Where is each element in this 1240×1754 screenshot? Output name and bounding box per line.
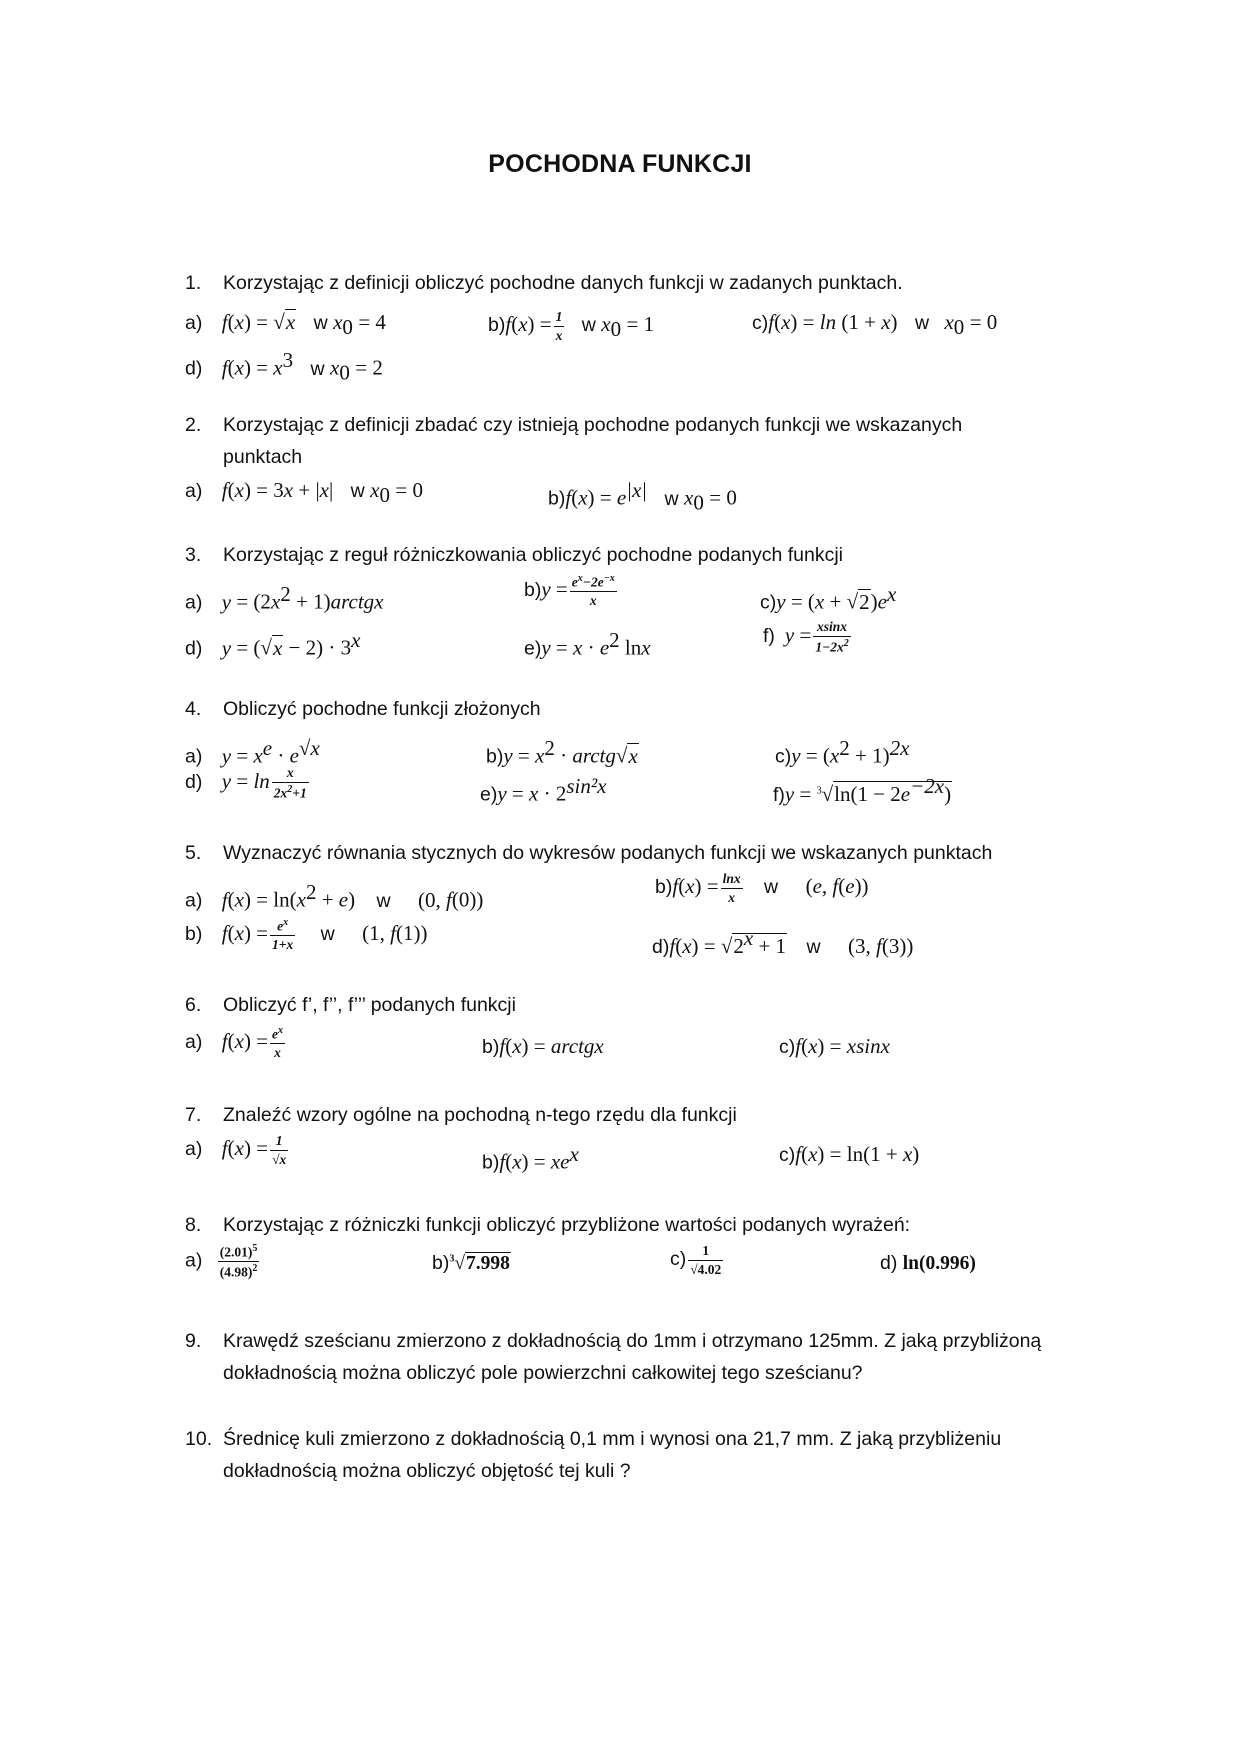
problem-1	[185, 272, 201, 295]
item-label: b)	[482, 1151, 500, 1174]
problem-number: 1.	[185, 272, 202, 294]
problem-6: 6.	[185, 994, 202, 1016]
item-label: f)	[763, 624, 775, 647]
problem-10-text: Średnicę kuli zmierzono z dokładnością 0,1 mm i wynosi ona 21,7 mm. Z jaką przybliżeniu	[223, 1428, 1002, 1450]
item-3b: b)y = $\frac{e^x-2e^{-x}}{x}$	[524, 573, 615, 608]
item-3d: d) $y = (√x - 2) \cdot 3^x$	[185, 628, 361, 660]
item-label: d)	[880, 1252, 898, 1274]
item-label: d)	[185, 637, 203, 660]
item-label: b)	[432, 1252, 450, 1274]
item-1b: b)f(x) = $\frac{1}{x}$ w $x_0 = 1$	[488, 309, 655, 343]
item-2b: $b)f(x) = e^{|x|}$ w $x_0 = 0$	[548, 478, 737, 515]
item-6c: c)f(x) = xsinx	[779, 1034, 890, 1058]
item-4e: $e)y = x \cdot 2^{sin^2x}$	[480, 774, 607, 806]
item-label: c)	[779, 1144, 796, 1166]
item-label: e)	[524, 637, 542, 660]
problem-4: 4.	[185, 698, 202, 720]
problem-8: 8.	[185, 1214, 202, 1236]
item-label: b)	[482, 1036, 500, 1058]
item-4a: a) $y = x^e \cdot e^{√x}$	[185, 736, 320, 768]
problem-5: 5.	[185, 842, 202, 864]
item-label: b)	[548, 487, 566, 510]
problem-8-text: Korzystając z różniczki funkcji obliczyć przybliżone wartości podanych wyrażeń:	[223, 1214, 911, 1236]
item-label: b)	[185, 922, 203, 945]
item-7c: c)f(x) = ln(1 + x)	[779, 1142, 920, 1166]
item-label: a)	[185, 1138, 203, 1161]
item-label: a)	[185, 745, 203, 768]
problem-10-text-cont: dokładnością można obliczyć objętość tej kuli ?	[223, 1460, 631, 1482]
item-3a: a) $y = (2x^2$ + 1)arctgx	[185, 582, 384, 614]
item-8c: c) $\frac{1}{√4.02}$	[670, 1243, 722, 1277]
item-1d: d) $f(x) = x^3$ w $x_0 = 2$	[185, 348, 383, 385]
problem-7: 7.	[185, 1104, 202, 1126]
item-label: c)	[779, 1036, 796, 1058]
problem-4-text: Obliczyć pochodne funkcji złożonych	[223, 698, 541, 720]
item-label: f)	[773, 784, 785, 806]
page-title: POCHODNA FUNKCJI	[488, 150, 752, 178]
problem-6-text: Obliczyć f’, f’’, f’’’ podanych funkcji	[223, 994, 516, 1016]
problem-9-text: Krawędź sześcianu zmierzono z dokładnością do 1mm i otrzymano 125mm. Z jaką przybliżoną	[223, 1330, 1042, 1352]
item-label: b)	[486, 745, 504, 768]
item-5b: b)f(x) = $\frac{\ln x}{x}$ w (e, f(e))	[655, 871, 869, 905]
item-label: b)	[655, 876, 673, 899]
item-8a: a) $\frac{(2.01)^5}{(4.98)^2}$	[185, 1243, 258, 1280]
item-8b: b)$^3$√7.998	[432, 1252, 510, 1274]
problem-3: 3.	[185, 544, 202, 566]
item-6b: b)f(x) = arctgx	[482, 1034, 604, 1058]
problem-7-text: Znaleźć wzory ogólne na pochodną n-tego rzędu dla funkcji	[223, 1104, 737, 1126]
item-label: a)	[185, 1249, 203, 1272]
problem-3-text: Korzystając z reguł różniczkowania obliczyć pochodne podanych funkcji	[223, 544, 843, 566]
problem-10: 10.	[185, 1428, 213, 1450]
item-label: a)	[185, 591, 203, 614]
item-6a: a) f(x) = $\frac{e^x}{x}$	[185, 1025, 284, 1060]
item-label: e)	[480, 783, 498, 806]
item-3c: $c)y = (x + √2)e^x$	[760, 582, 897, 614]
item-label: a)	[185, 312, 203, 334]
item-label: b)	[488, 314, 506, 337]
item-5c: b) f(x) = $\frac{e^x}{1+x}$ w (1, f(1))	[185, 917, 428, 952]
item-5a: a) $f(x) = \ln(x^2 + e)$ w (0, f(0))	[185, 880, 484, 912]
problem-2-text-cont: punktach	[223, 446, 303, 468]
item-label: d)	[652, 936, 670, 958]
item-label: d)	[185, 770, 203, 793]
problem-9: 9.	[185, 1330, 202, 1352]
item-label: d)	[185, 357, 203, 380]
item-label: b)	[524, 578, 542, 601]
item-5d: $d)f(x) = √2^x + 1$ w (3, f(3))	[652, 926, 914, 958]
item-4d: d) y = ln $\frac{x}{2x^2+1}$	[185, 765, 307, 800]
item-label: a)	[185, 480, 203, 502]
problem-5-text: Wyznaczyć równania stycznych do wykresów podanych funkcji we wskazanych punktach	[223, 842, 993, 864]
item-8d: d) ln(0.996)	[880, 1252, 976, 1274]
problem-2-text: Korzystając z definicji zbadać czy istnieją pochodne podanych funkcji we wskazanych	[223, 414, 963, 436]
item-label: c)	[760, 591, 777, 614]
item-3f: f) y = $\frac{xsinx}{1-2x^2}$	[763, 619, 849, 654]
item-4f: $f)y = ^3√\ln(1 - 2e^{-2x})$	[773, 774, 952, 806]
item-7a: a) f(x) = $\frac{1}{√x}$	[185, 1133, 287, 1167]
item-label: a)	[185, 889, 203, 912]
item-label: c)	[775, 745, 792, 768]
item-4b: $b)y = x^2$ · arctg√x	[486, 736, 638, 768]
item-label: c)	[670, 1248, 687, 1271]
item-label: c)	[752, 312, 769, 334]
item-4c: $c)y = (x^2 + 1)^{2x}$	[775, 736, 910, 768]
item-label: a)	[185, 1030, 203, 1053]
problem-1-text: Korzystając z definicji obliczyć pochodne danych funkcji w zadanych punktach.	[223, 272, 903, 294]
problem-9-text-cont: dokładnością można obliczyć pole powierzchni całkowitej tego sześcianu?	[223, 1362, 863, 1384]
item-1c: c)f(x) = ln (1 + x) w $x_0 = 0$	[752, 310, 998, 339]
item-7b: $b)f(x) = xe^x$	[482, 1142, 579, 1174]
item-2a: a) f(x) = 3x + |x| w $x_0 = 0$	[185, 478, 423, 507]
problem-2: 2.	[185, 414, 202, 436]
item-3e: $e)y = x \cdot e^2$ lnx	[524, 628, 651, 660]
item-1a: a) f(x) = √x w $x_0 = 4$	[185, 310, 386, 339]
